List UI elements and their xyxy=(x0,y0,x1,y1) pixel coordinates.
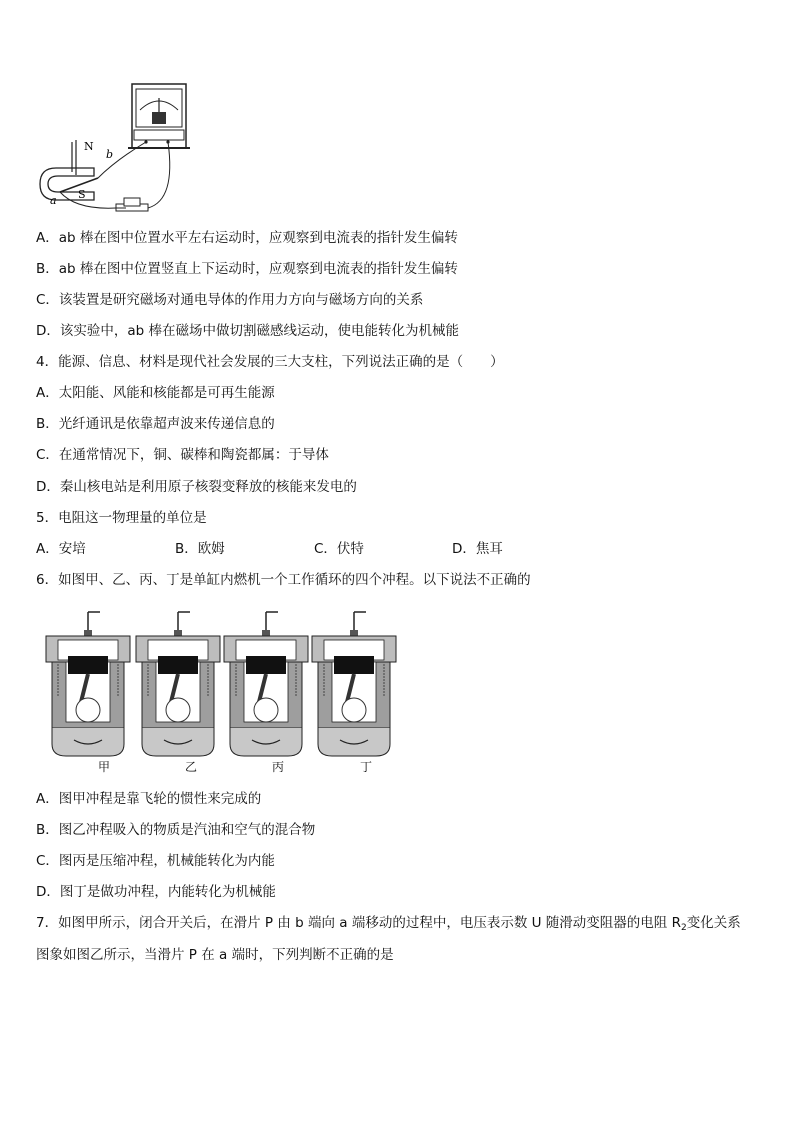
engine-label-ding: 丁 xyxy=(360,760,373,774)
q6-option-c: C．图丙是压缩冲程，机械能转化为内能 xyxy=(36,853,275,869)
rod-end-a-label: a xyxy=(50,194,57,207)
q4-stem: 4．能源、信息、材料是现代社会发展的三大支柱，下列说法正确的是（ ） xyxy=(36,354,504,370)
q3-option-b: B．ab 棒在图中位置竖直上下运动时，应观察到电流表的指针发生偏转 xyxy=(36,261,458,277)
q3-option-c: C．该装置是研究磁场对通电导体的作用力方向与磁场方向的关系 xyxy=(36,292,424,308)
q6-option-d: D．图丁是做功冲程，内能转化为机械能 xyxy=(36,884,276,900)
q6-stem: 6．如图甲、乙、丙、丁是单缸内燃机一个工作循环的四个冲程。以下说法不正确的 xyxy=(36,572,531,588)
induction-apparatus-drawing xyxy=(36,80,196,215)
q4-option-d: D．秦山核电站是利用原子核裂变释放的核能来发电的 xyxy=(36,479,357,495)
q7-stem-line1 xyxy=(36,914,741,937)
q5-option-d: D．焦耳 xyxy=(452,541,503,557)
q5-option-c: C．伏特 xyxy=(314,541,364,557)
q6-option-a: A．图甲冲程是靠飞轮的惯性来完成的 xyxy=(36,791,262,807)
q3-option-d: D．该实验中，ab 棒在磁场中做切割磁感线运动，使电能转化为机械能 xyxy=(36,323,460,339)
q3-option-a: A．ab 棒在图中位置水平左右运动时，应观察到电流表的指针发生偏转 xyxy=(36,230,458,246)
induction-apparatus-figure xyxy=(36,80,196,215)
q7-resistor-subscript: 2 xyxy=(680,923,687,933)
magnet-south-label: S xyxy=(78,188,86,201)
engine-strokes-figure xyxy=(40,606,410,776)
q5-option-a: A．安培 xyxy=(36,541,86,557)
q5-stem: 5．电阻这一物理量的单位是 xyxy=(36,510,207,526)
q4-option-b: B．光纤通讯是依靠超声波来传递信息的 xyxy=(36,416,275,432)
q6-option-b: B．图乙冲程吸入的物质是汽油和空气的混合物 xyxy=(36,822,316,838)
q5-option-b: B．欧姆 xyxy=(175,541,225,557)
q7-stem-text-a: 7．如图甲所示，闭合开关后，在滑片 P 由 b 端向 a 端移动的过程中，电压表示数 U 随滑动变阻器的电阻 R xyxy=(36,915,681,931)
rod-end-b-label: b xyxy=(106,148,114,161)
q4-option-a: A．太阳能、风能和核能都是可再生能源 xyxy=(36,385,275,401)
engine-label-bing: 丙 xyxy=(272,760,285,774)
magnet-north-label: N xyxy=(84,140,94,153)
engine-strokes-drawing xyxy=(40,606,410,776)
q7-stem-line2: 图象如图乙所示，当滑片 P 在 a 端时，下列判断不正确的是 xyxy=(36,947,394,963)
q4-option-c: C．在通常情况下，铜、碳棒和陶瓷都属：于导体 xyxy=(36,447,329,463)
engine-label-jia: 甲 xyxy=(98,760,111,774)
engine-label-yi: 乙 xyxy=(185,760,198,774)
q7-stem-text-b: 变化关系 xyxy=(686,915,741,931)
